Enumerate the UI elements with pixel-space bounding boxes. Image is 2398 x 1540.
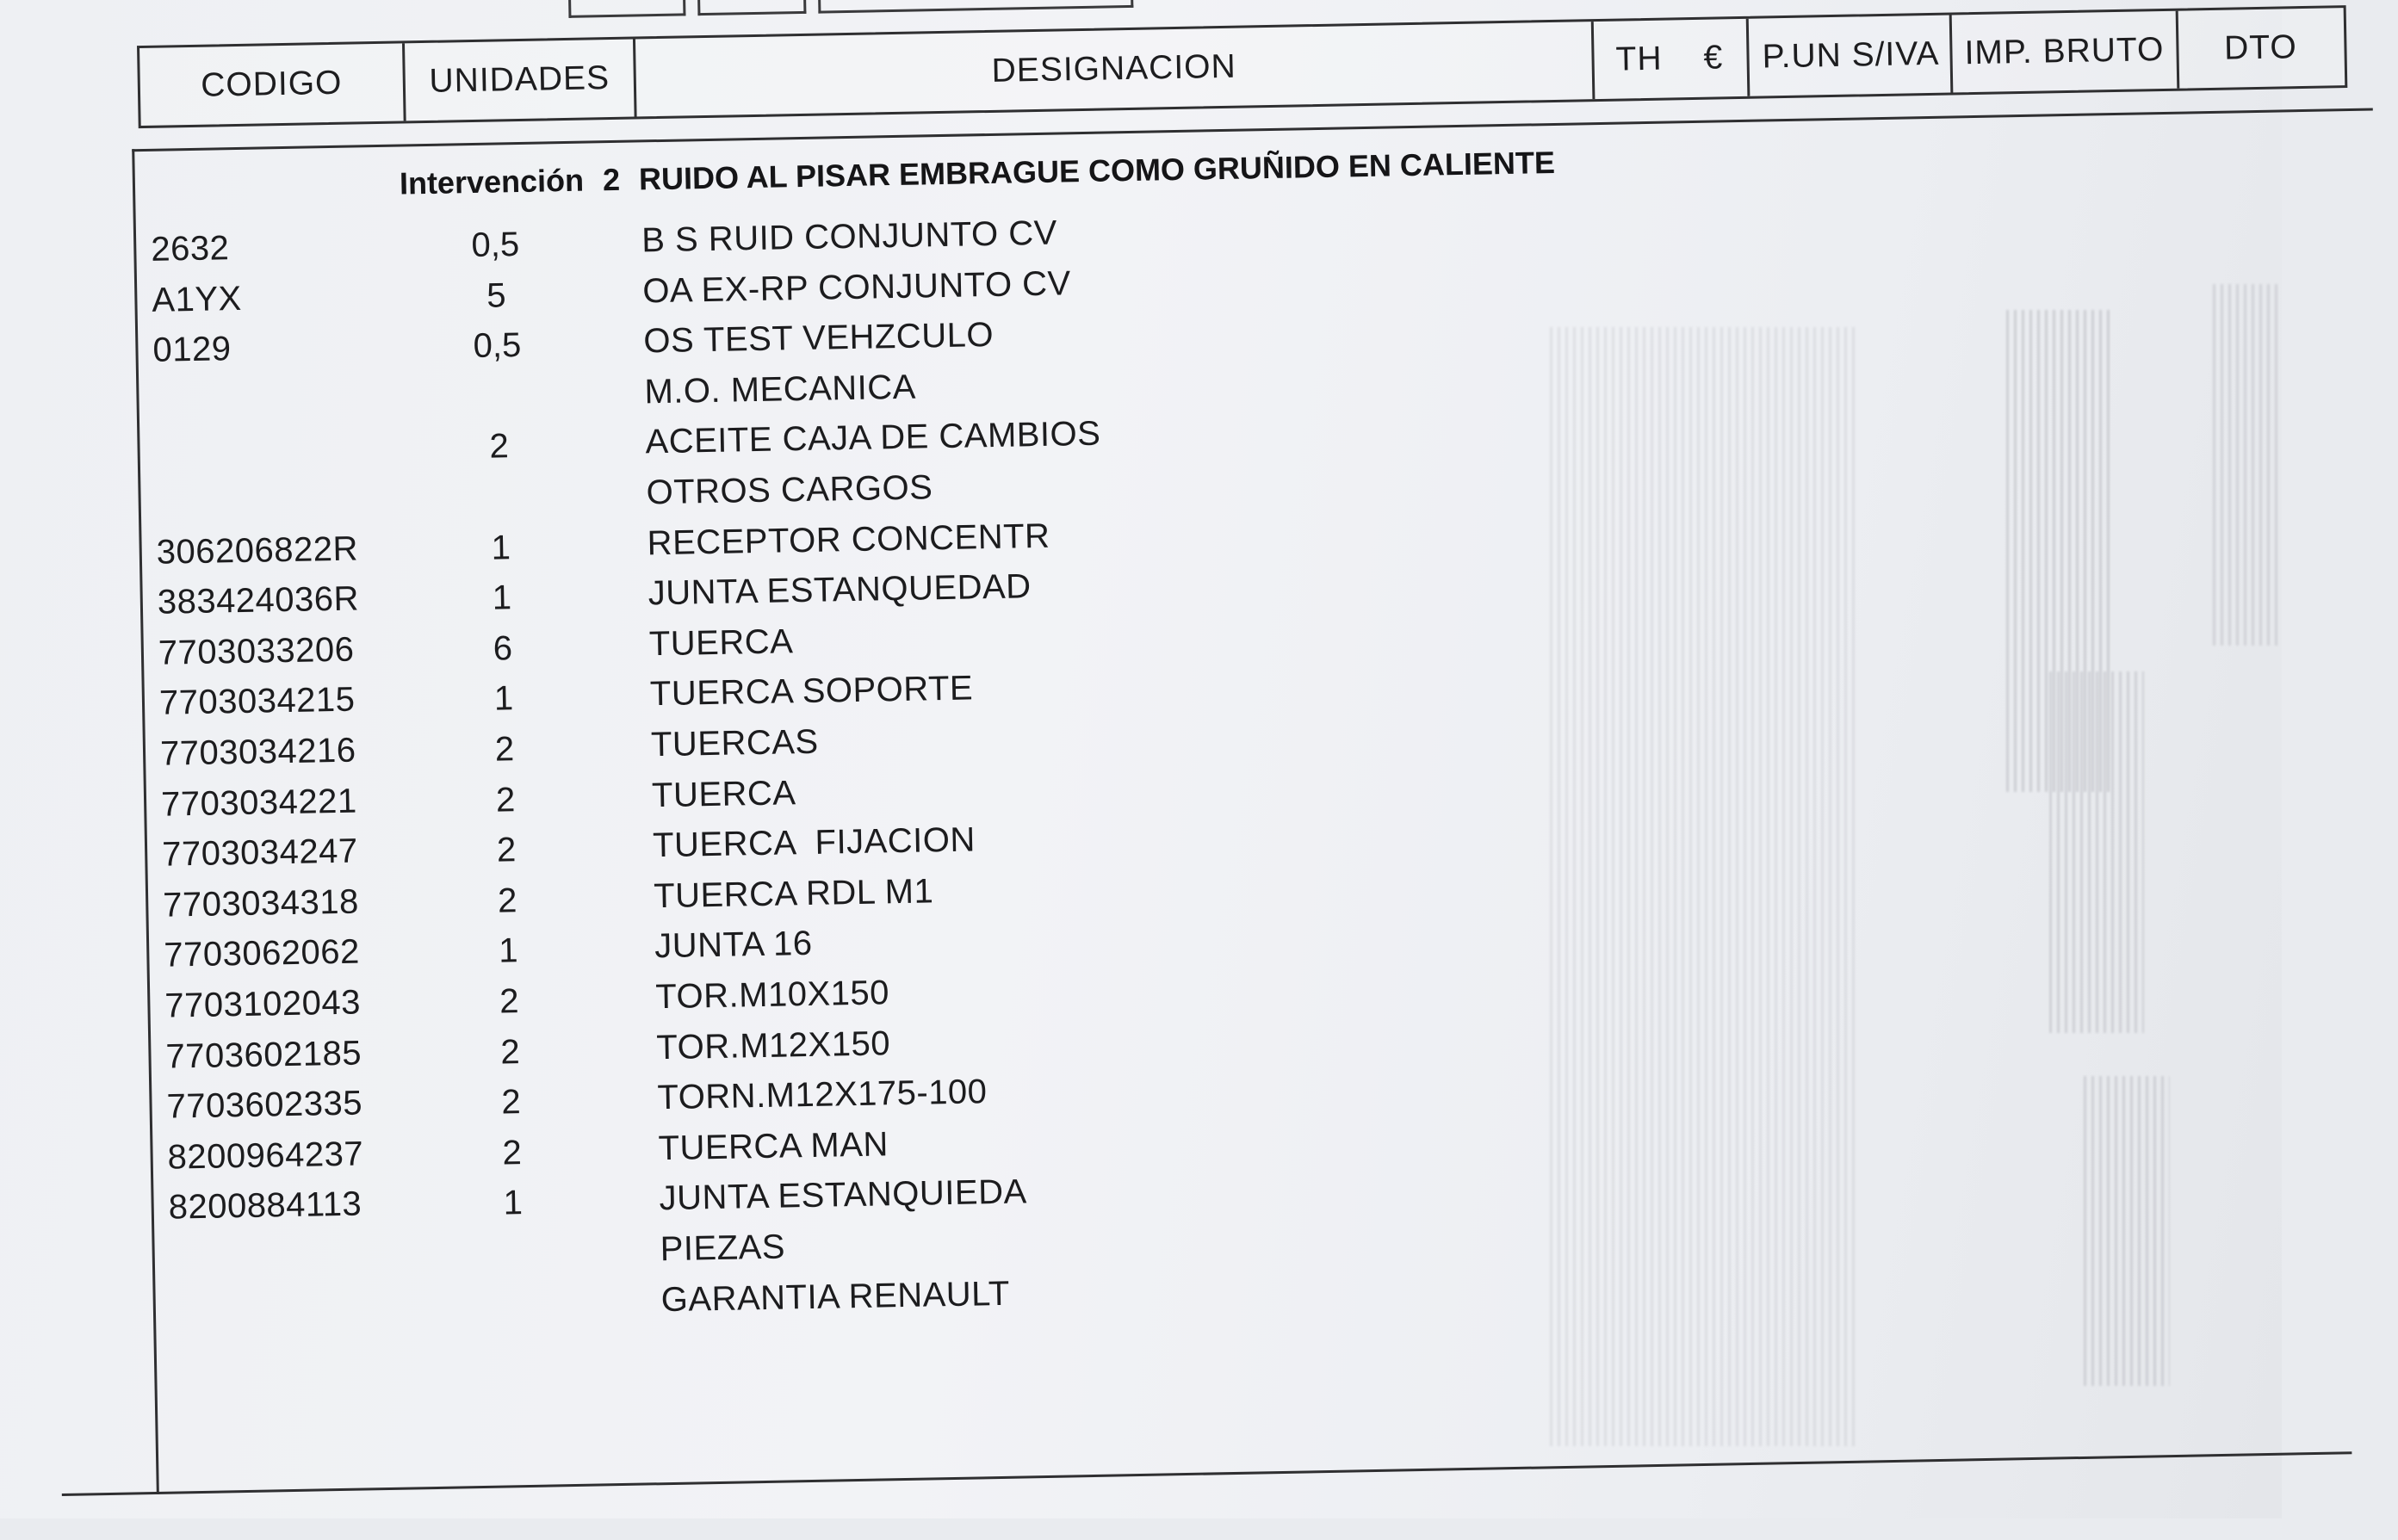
header-fragment — [697, 0, 807, 15]
item-code: 7703033206 — [158, 630, 355, 672]
header-fragment — [568, 0, 686, 18]
header-th-euro: TH € — [1594, 19, 1750, 99]
header-designacion: DESIGNACION — [635, 22, 1595, 116]
header-codigo: CODIGO — [139, 43, 406, 126]
item-code: 7703034318 — [162, 882, 360, 925]
item-quantity: 2 — [499, 982, 519, 1021]
item-description: TUERCA MAN — [658, 1125, 889, 1168]
item-quantity: 2 — [496, 831, 517, 869]
item-description: OA EX-RP CONJUNTO CV — [641, 263, 1072, 310]
item-quantity: 1 — [492, 578, 512, 617]
item-code: 306206822R — [156, 529, 359, 572]
item-description: RECEPTOR CONCENTR — [647, 516, 1050, 562]
invoice-sheet — [17, 0, 2327, 1540]
item-code: A1YX — [152, 279, 243, 319]
table-header — [137, 5, 2347, 128]
item-quantity: 1 — [503, 1184, 524, 1222]
item-code: 7703034221 — [160, 782, 357, 824]
intervention-number: 2 — [602, 161, 621, 198]
item-code: 7703602335 — [166, 1084, 363, 1126]
item-quantity — [431, 477, 568, 479]
item-description: GARANTIA RENAULT — [660, 1274, 1011, 1319]
item-quantity: 2 — [495, 780, 516, 819]
item-code: 8200964237 — [167, 1135, 364, 1177]
item-description: TUERCA RDL M1 — [653, 872, 934, 916]
item-description: B S RUID CONJUNTO CV — [641, 213, 1058, 260]
item-quantity: 1 — [491, 528, 511, 567]
item-code: 383424036R — [157, 579, 360, 622]
item-description: TOR.M10X150 — [654, 974, 890, 1017]
item-description: JUNTA ESTANQUIEDA — [659, 1172, 1028, 1218]
item-description: TUERCA FIJACION — [652, 820, 976, 865]
item-quantity: 2 — [499, 1032, 521, 1072]
item-quantity — [445, 1283, 583, 1286]
item-quantity: 0,5 — [473, 326, 522, 366]
item-quantity: 0,5 — [471, 225, 520, 265]
item-quantity: 2 — [494, 730, 515, 769]
intervention-label: Intervención — [399, 162, 585, 201]
item-description: JUNTA ESTANQUEDAD — [648, 567, 1032, 613]
header-unidades: UNIDADES — [405, 39, 637, 121]
item-code: 0129 — [152, 330, 232, 369]
item-quantity: 2 — [489, 427, 510, 467]
item-code: 7703102043 — [164, 983, 362, 1025]
item-quantity: 2 — [497, 881, 517, 920]
item-code: 7703062062 — [163, 932, 361, 975]
item-quantity — [429, 376, 567, 379]
item-description: ACEITE CAJA DE CAMBIOS — [645, 415, 1101, 461]
header-fragment — [818, 0, 1134, 14]
item-description: TORN.M12X175-100 — [657, 1073, 988, 1117]
item-description: TUERCAS — [650, 722, 819, 764]
item-description: M.O. MECANICA — [644, 368, 917, 411]
item-code: 7703034215 — [158, 680, 356, 723]
item-description: OTROS CARGOS — [646, 468, 933, 512]
item-quantity — [444, 1234, 582, 1236]
item-description: TUERCA SOPORTE — [649, 669, 974, 714]
item-quantity: 6 — [493, 629, 513, 668]
item-description: TUERCA — [648, 622, 794, 664]
item-description: TOR.M12X150 — [656, 1024, 891, 1067]
item-code: 2632 — [150, 229, 230, 269]
header-dto: DTO — [2223, 28, 2298, 67]
item-quantity: 1 — [493, 679, 514, 719]
item-quantity: 1 — [498, 931, 518, 970]
intervention-title: RUIDO AL PISAR EMBRAGUE COMO GRUÑIDO EN CALIENTE — [638, 144, 1556, 197]
item-code: 7703034216 — [159, 731, 356, 773]
item-description: TUERCA — [651, 773, 796, 814]
item-description: OS TEST VEHZCULO — [642, 316, 995, 361]
header-imp-bruto: IMP. BRUTO — [1952, 11, 2180, 93]
item-quantity: 2 — [501, 1083, 522, 1122]
header-p-un-s-iva: P.UN S/IVA — [1751, 15, 1954, 96]
item-code: 8200884113 — [168, 1184, 362, 1228]
item-code: 7703602185 — [165, 1034, 362, 1076]
item-description: JUNTA 16 — [654, 925, 813, 966]
item-quantity: 2 — [502, 1133, 523, 1172]
item-code: 7703034247 — [161, 832, 359, 874]
item-quantity: 5 — [486, 275, 506, 315]
item-description: PIEZAS — [660, 1228, 786, 1269]
